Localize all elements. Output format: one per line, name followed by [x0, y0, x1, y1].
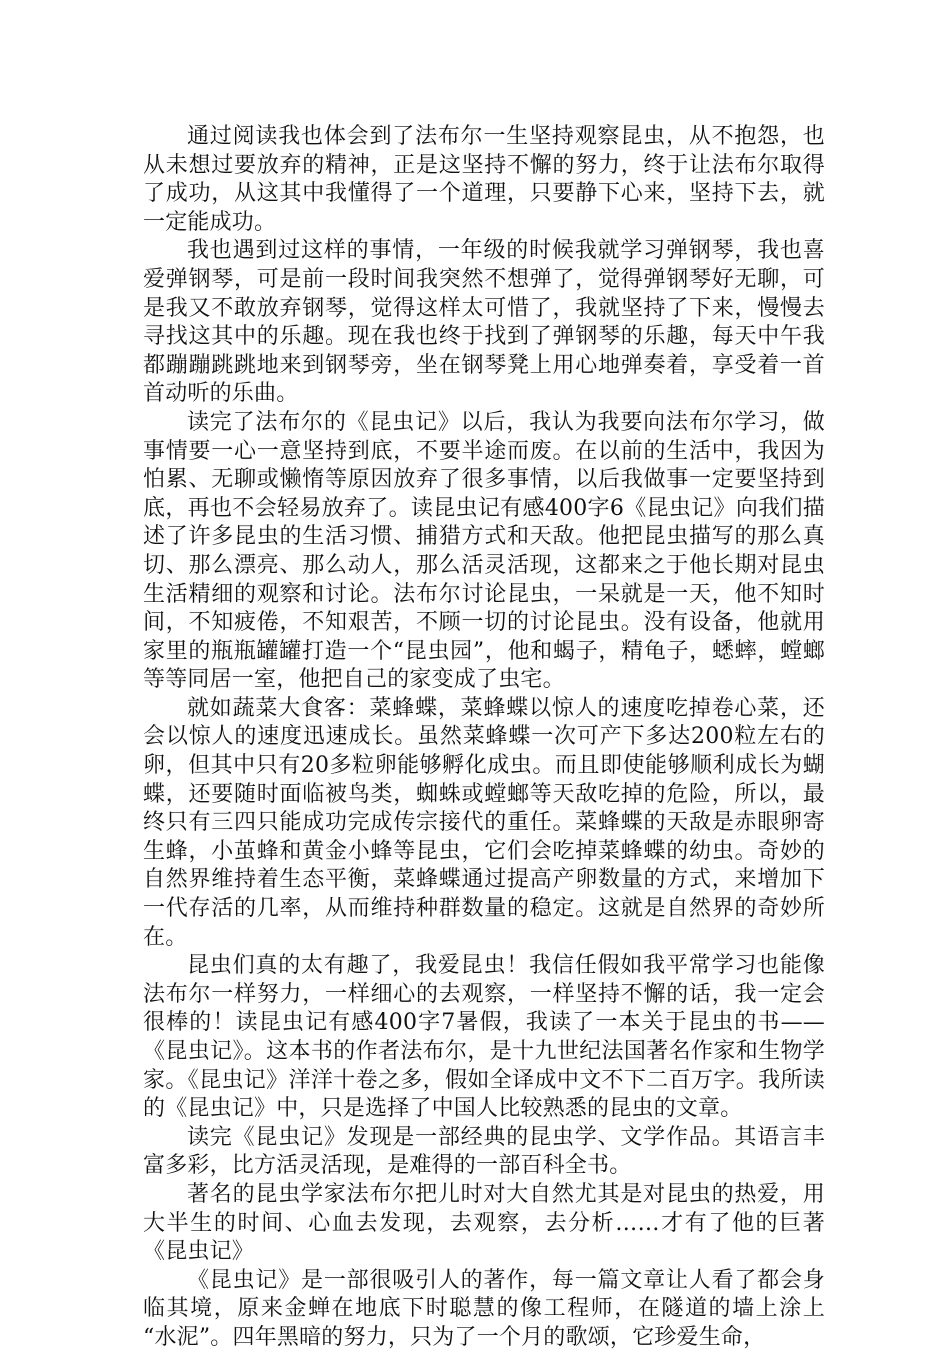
paragraph: 读完了法布尔的《昆虫记》以后，我认为我要向法布尔学习，做事情要一心一意坚持到底，不要半途而废。在以前的生活中，我因为怕累、无聊或懒惰等原因放弃了很多事情，以后我做事一定要坚持到底，再也不会轻易放弃了。读昆虫记有感400字6《昆虫记》向我们描述了许多昆虫的生活习惯、捕猎方式和天敌。他把昆虫描写的那么真切、那么漂亮、那么动人，那么活灵活现，这都来之于他长期对昆虫生活精细的观察和讨论。法布尔讨论昆虫，一呆就是一天，他不知时间，不知疲倦，不知艰苦，不顾一切的讨论昆虫。没有设备，他就用家里的瓶瓶罐罐打造一个“昆虫园”，他和蝎子，精龟子，蟋蟀，螳螂等等同居一室，他把自己的家变成了虫宅。 [143, 409, 825, 693]
paragraph: 著名的昆虫学家法布尔把儿时对大自然尤其是对昆虫的热爱，用大半生的时间、心血去发现，去观察，去分析……才有了他的巨著《昆虫记》 [143, 1181, 825, 1265]
paragraph: 《昆虫记》是一部很吸引人的著作，每一篇文章让人看了都会身临其境，原来金蝉在地底下时聪慧的像工程师，在隧道的墙上涂上 “水泥”。四年黑暗的努力，只为了一个月的歌颂，它珍爱生命， [143, 1267, 825, 1350]
document-body [143, 123, 825, 1353]
paragraph: 通过阅读我也体会到了法布尔一生坚持观察昆虫，从不抱怨，也从未想过要放弃的精神，正是这坚持不懈的努力，终于让法布尔取得了成功，从这其中我懂得了一个道理，只要静下心来，坚持下去，就一定能成功。 [143, 124, 825, 235]
paragraph: 读完《昆虫记》发现是一部经典的昆虫学、文学作品。其语言丰富多彩，比方活灵活现，是难得的一部百科全书。 [143, 1124, 825, 1179]
paragraph: 昆虫们真的太有趣了，我爱昆虫！我信任假如我平常学习也能像法布尔一样努力，一样细心的去观察，一样坚持不懈的话，我一定会很棒的！读昆虫记有感400字7暑假，我读了一本关于昆虫的书——《昆虫记》。这本书的作者法布尔，是十九世纪法国著名作家和生物学家。《昆虫记》洋洋十卷之多，假如全译成中文不下二百万字。我所读的《昆虫记》中，只是选择了中国人比较熟悉的昆虫的文章。 [143, 953, 825, 1122]
paragraph: 就如蔬菜大食客：菜蜂蝶，菜蜂蝶以惊人的速度吃掉卷心菜，还会以惊人的速度迅速成长。虽然菜蜂蝶一次可产下多达200粒左右的卵，但其中只有20多粒卵能够孵化成虫。而且即使能够顺利成长为蝴蝶，还要随时面临被鸟类，蜘蛛或螳螂等天敌吃掉的危险，所以，最终只有三四只能成功完成传宗接代的重任。菜蜂蝶的天敌是赤眼卵寄生蜂，小茧蜂和黄金小蜂等昆虫，它们会吃掉菜蜂蝶的幼虫。奇妙的自然界维持着生态平衡，菜蜂蝶通过提高产卵数量的方式，来增加下一代存活的几率，从而维持种群数量的稳定。这就是自然界的奇妙所在。 [143, 695, 825, 950]
paragraph: 我也遇到过这样的事情，一年级的时候我就学习弹钢琴，我也喜爱弹钢琴，可是前一段时间我突然不想弹了，觉得弹钢琴好无聊，可是我又不敢放弃钢琴，觉得这样太可惜了，我就坚持了下来，慢慢去寻找这其中的乐趣。现在我也终于找到了弹钢琴的乐趣，每天中午我都蹦蹦跳跳地来到钢琴旁，坐在钢琴凳上用心地弹奏着，享受着一首首动听的乐曲。 [143, 238, 825, 407]
